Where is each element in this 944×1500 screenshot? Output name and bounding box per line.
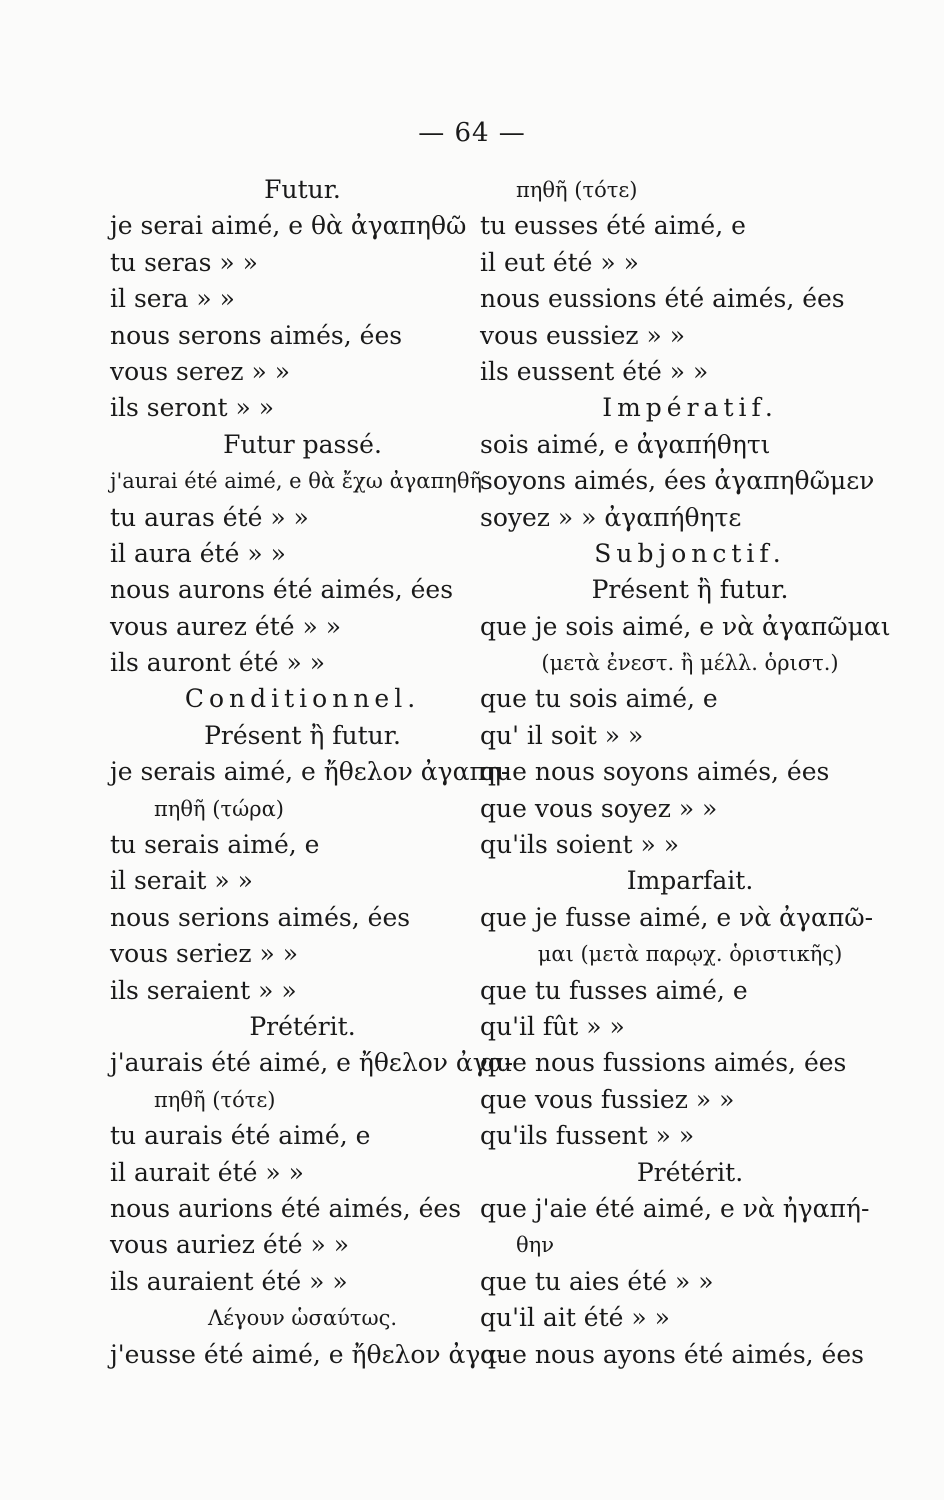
- text-line: tu auras été » »: [110, 502, 309, 532]
- text-line: vous seriez » »: [110, 939, 299, 969]
- text-line: θην: [516, 1233, 554, 1258]
- text-line: il aurait été » »: [110, 1157, 304, 1187]
- text-line: ils auront été » »: [110, 648, 325, 678]
- text-line: que tu aies été » »: [480, 1266, 714, 1296]
- text-line: Impératif.: [602, 393, 778, 423]
- text-line: Prétérit.: [249, 1011, 356, 1041]
- text-line: il serait » »: [110, 866, 253, 896]
- text-line: que j'aie été aimé, e νὰ ἠγαπή-: [480, 1193, 870, 1223]
- text-line: vous serez » »: [110, 356, 291, 386]
- text-line: Subjonctif.: [594, 538, 786, 568]
- text-line: πηθῆ (τότε): [154, 1087, 276, 1112]
- text-line: que nous fussions aimés, ées: [480, 1048, 847, 1078]
- text-line: qu'ils soient » »: [480, 830, 680, 860]
- text-line: Λέγουν ὡσαύτως.: [207, 1306, 398, 1331]
- text-line: que tu fusses aimé, e: [480, 975, 748, 1005]
- text-line: j'eusse été aimé, e ἤθελον ἀγα-: [110, 1339, 506, 1369]
- text-line: qu'ils fussent » »: [480, 1121, 695, 1151]
- text-line: μαι (μετὰ παρῳχ. ὁριστικῆς): [537, 942, 843, 967]
- text-line: ils auraient été » »: [110, 1266, 348, 1296]
- text-line: qu' il soit » »: [480, 720, 644, 750]
- text-line: je serai aimé, e θὰ ἀγαπηθῶ: [110, 211, 467, 241]
- left-column: [110, 172, 514, 1373]
- text-line: que je fusse aimé, e νὰ ἀγαπῶ-: [480, 902, 874, 932]
- text-line: tu aurais été aimé, e: [110, 1121, 371, 1151]
- text-line: que vous fussiez » »: [480, 1084, 735, 1114]
- text-line: il aura été » »: [110, 538, 286, 568]
- text-line: tu seras » »: [110, 247, 258, 277]
- text-line: qu'il fût » »: [480, 1011, 625, 1041]
- text-line: nous aurons été aimés, ées: [110, 575, 454, 605]
- text-line: j'aurais été aimé, e ἤθελον ἀγα-: [110, 1048, 514, 1078]
- text-line: soyez » » ἀγαπήθητε: [480, 502, 742, 532]
- right-column: [480, 172, 900, 1373]
- text-line: Conditionnel.: [184, 684, 421, 714]
- text-line: soyons aimés, ées ἀγαπηθῶμεν: [480, 466, 875, 496]
- text-line: nous aurions été aimés, ées: [110, 1193, 462, 1223]
- text-line: Futur.: [264, 175, 341, 204]
- text-line: il eut été » »: [480, 247, 639, 277]
- text-line: tu eusses été aimé, e: [480, 211, 746, 241]
- text-line: vous auriez été » »: [110, 1230, 350, 1260]
- text-line: que tu sois aimé, e: [480, 684, 718, 714]
- text-line: Présent ἢ futur.: [591, 575, 789, 605]
- text-line: que nous ayons été aimés, ées: [480, 1339, 864, 1369]
- text-line: il sera » »: [110, 284, 235, 314]
- text-line: Prétérit.: [636, 1157, 744, 1187]
- text-line: ils eussent été » »: [480, 356, 709, 386]
- text-line: vous aurez été » »: [110, 611, 342, 641]
- text-line: nous eussions été aimés, ées: [480, 284, 845, 314]
- text-line: qu'il ait été » »: [480, 1303, 670, 1333]
- text-line: sois aimé, e ἀγαπήθητι: [480, 429, 771, 459]
- text-line: tu serais aimé, e: [110, 830, 320, 860]
- text-line: πηθῆ (τότε): [516, 178, 638, 202]
- text-line: Présent ἢ futur.: [204, 720, 401, 750]
- text-line: (μετὰ ἐνεστ. ἢ μέλλ. ὁριστ.): [541, 651, 839, 676]
- text-line: j'aurai été aimé, e θὰ ἔχω ἀγαπηθῆ: [110, 469, 483, 494]
- text-line: vous eussiez » »: [480, 320, 686, 350]
- text-line: πηθῆ (τώρα): [154, 796, 284, 821]
- text-line: ils seraient » »: [110, 975, 297, 1005]
- page-number: — 64 —: [418, 118, 526, 148]
- text-line: que je sois aimé, e νὰ ἀγαπῶμαι: [480, 611, 891, 641]
- text-line: que nous soyons aimés, ées: [480, 757, 830, 787]
- text-line: nous serons aimés, ées: [110, 320, 403, 350]
- text-line: ils seront » »: [110, 393, 275, 423]
- text-line: Futur passé.: [223, 429, 382, 459]
- text-line: que vous soyez » »: [480, 793, 718, 823]
- text-line: nous serions aimés, ées: [110, 902, 411, 932]
- text-line: je serais aimé, e ἤθελον ἀγαπη-: [110, 757, 510, 787]
- text-line: Imparfait.: [626, 866, 754, 896]
